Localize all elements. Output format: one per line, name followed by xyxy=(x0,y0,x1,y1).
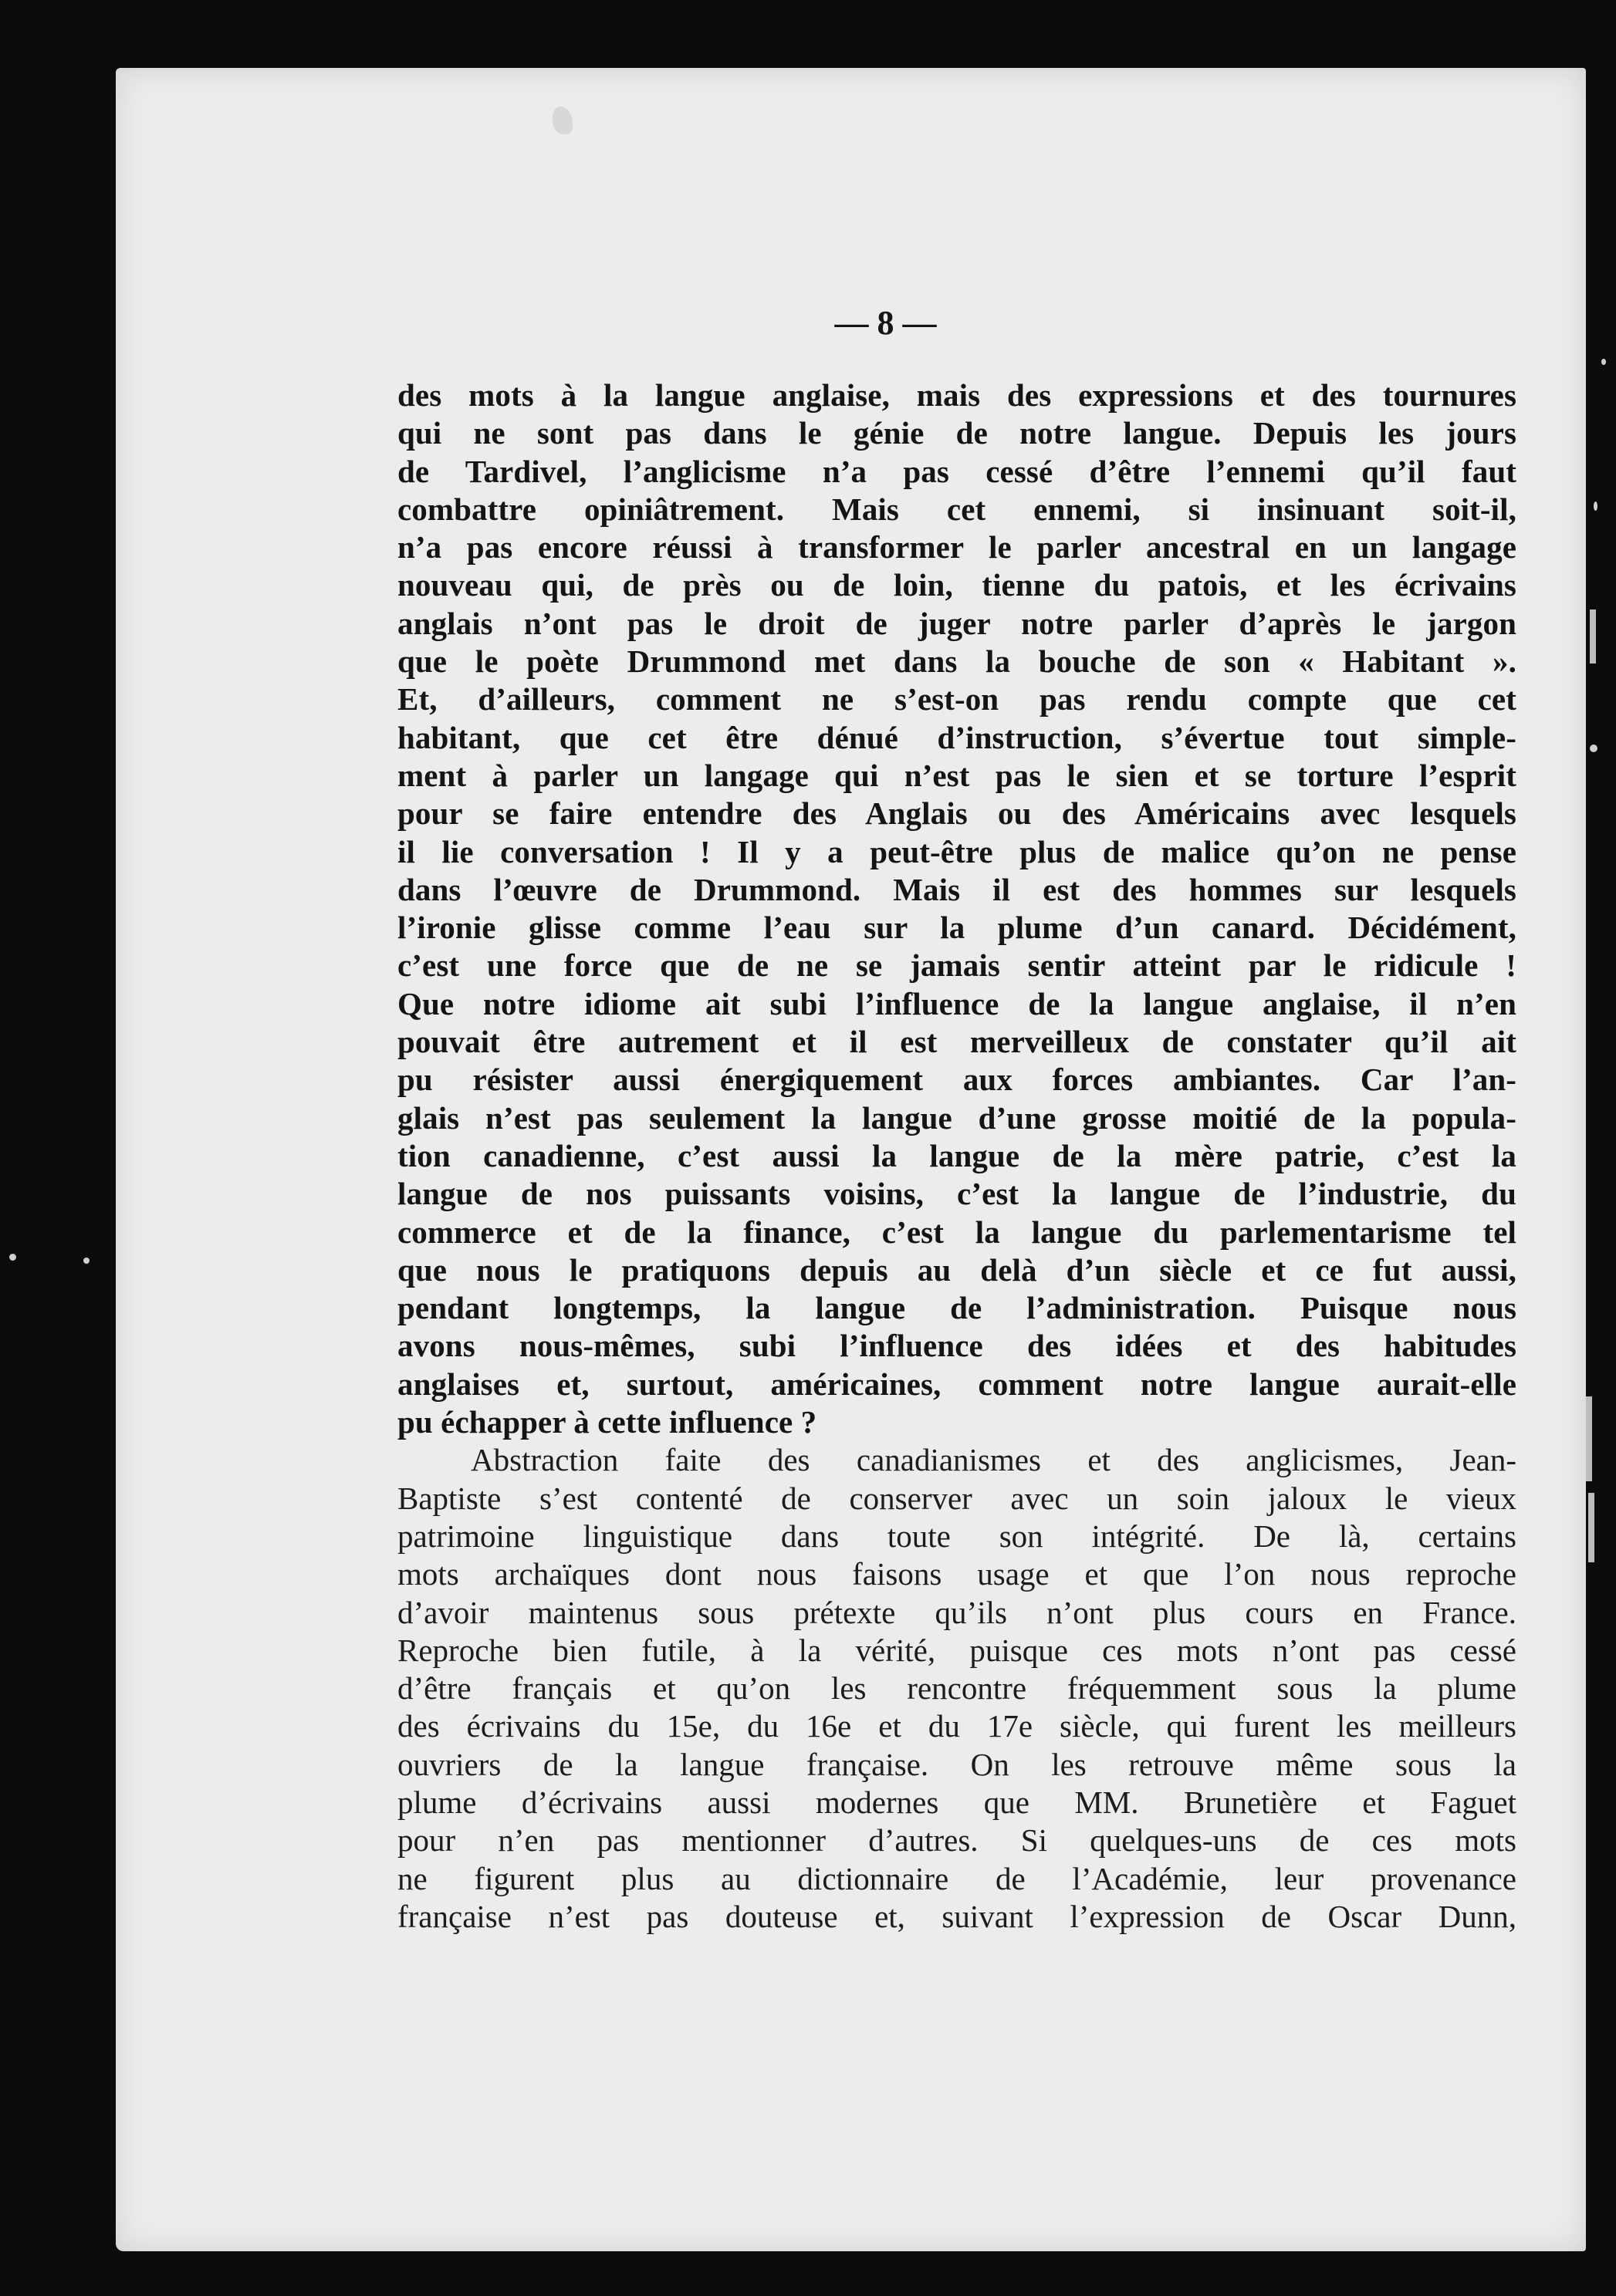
text-line: Abstraction faite des canadianismes et des anglicismes, Jean- xyxy=(471,1442,1516,1478)
text-line: pouvait être autrement et il est merveilleux de constater qu’il ait xyxy=(397,1024,1516,1060)
text-line: l’ironie glisse comme l’eau sur la plume d’un canard. Décidément, xyxy=(397,910,1516,946)
text-line: Que notre idiome ait subi l’influence de la langue anglaise, il n’en xyxy=(397,985,1516,1021)
text-line: que nous le pratiquons depuis au delà d’un siècle et ce fut aussi, xyxy=(397,1251,1516,1288)
text-line: il lie conversation ! Il y a peut-être plus de malice qu’on ne pense xyxy=(397,833,1516,869)
body-text xyxy=(397,376,1516,1936)
text-line: anglaises et, surtout, américaines, comment notre langue aurait-elle xyxy=(397,1366,1516,1402)
text-line: d’être français et qu’on les rencontre fréquemment sous la plume xyxy=(397,1670,1516,1707)
text-line: anglais n’ont pas le droit de juger notre parler d’après le jargon xyxy=(397,605,1516,641)
paper-fleck xyxy=(553,106,573,134)
text-line: avons nous-mêmes, subi l’influence des idées et des habitudes xyxy=(397,1328,1516,1364)
text-line: Reproche bien futile, à la vérité, puisque ces mots n’ont pas cessé xyxy=(397,1632,1516,1668)
text-line: pu échapper à cette influence ? xyxy=(397,1404,817,1440)
text-line: qui ne sont pas dans le génie de notre langue. Depuis les jours xyxy=(397,415,1516,451)
text-line: pendant longtemps, la langue de l’administration. Puisque nous xyxy=(397,1290,1516,1326)
text-line: c’est une force que de ne se jamais sentir atteint par le ridicule ! xyxy=(397,947,1516,984)
text-line: habitant, que cet être dénué d’instruction, s’évertue tout simple- xyxy=(397,719,1516,755)
text-line: des écrivains du 15e, du 16e et du 17e siècle, qui furent les meilleurs xyxy=(397,1708,1516,1744)
text-line: dans l’œuvre de Drummond. Mais il est des hommes sur lesquels xyxy=(397,871,1516,907)
text-line: française n’est pas douteuse et, suivant l’expression de Oscar Dunn, xyxy=(397,1898,1516,1934)
scan-speck xyxy=(1601,359,1606,365)
scan-edge-mark xyxy=(1590,609,1596,663)
scan-edge-mark xyxy=(1586,1396,1592,1481)
page-number: — 8 — xyxy=(834,304,937,342)
text-line: patrimoine linguistique dans toute son intégrité. De là, certains xyxy=(397,1518,1516,1554)
text-line: combattre opiniâtrement. Mais cet ennemi, si insinuant soit-il, xyxy=(397,491,1516,527)
text-line: Et, d’ailleurs, comment ne s’est-on pas rendu compte que cet xyxy=(397,681,1516,718)
text-line: pu résister aussi énergiquement aux forces ambiantes. Car l’an- xyxy=(397,1062,1516,1098)
text-line: ne figurent plus au dictionnaire de l’Académie, leur provenance xyxy=(397,1860,1516,1896)
text-line: mots archaïques dont nous faisons usage et que l’on nous reproche xyxy=(397,1556,1516,1592)
text-line: de Tardivel, l’anglicisme n’a pas cessé d’être l’ennemi qu’il faut xyxy=(397,453,1516,489)
text-line: ment à parler un langage qui n’est pas le sien et se torture l’esprit xyxy=(397,757,1516,793)
text-line: plume d’écrivains aussi modernes que MM. Brunetière et Faguet xyxy=(397,1784,1516,1820)
scan-speck xyxy=(1594,501,1597,511)
text-line: ouvriers de la langue française. On les retrouve même sous la xyxy=(397,1746,1516,1782)
text-line: que le poète Drummond met dans la bouche de son « Habitant ». xyxy=(397,643,1516,680)
text-line: Baptiste s’est contenté de conserver avec un soin jaloux le vieux xyxy=(397,1480,1516,1516)
text-line: nouveau qui, de près ou de loin, tienne du patois, et les écrivains xyxy=(397,567,1516,603)
text-line: glais n’est pas seulement la langue d’une grosse moitié de la popula- xyxy=(397,1099,1516,1136)
text-line: langue de nos puissants voisins, c’est la langue de l’industrie, du xyxy=(397,1176,1516,1212)
text-line: des mots à la langue anglaise, mais des expressions et des tournures xyxy=(397,377,1516,413)
document-page xyxy=(116,68,1586,2251)
text-line: pour se faire entendre des Anglais ou des Américains avec lesquels xyxy=(397,795,1516,832)
text-line: d’avoir maintenus sous prétexte qu’ils n’ont plus cours en France. xyxy=(397,1594,1516,1630)
paragraph-anglicisms xyxy=(397,376,1516,1441)
text-line: pour n’en pas mentionner d’autres. Si quelques-uns de ces mots xyxy=(397,1822,1516,1859)
scan-speck xyxy=(1590,745,1597,752)
scan-speck xyxy=(9,1254,16,1261)
paragraph-archaisms xyxy=(397,1441,1516,1936)
text-line: n’a pas encore réussi à transformer le parler ancestral en un langage xyxy=(397,529,1516,566)
scan-edge-mark xyxy=(1588,1493,1594,1562)
scan-speck xyxy=(83,1258,90,1264)
text-line: tion canadienne, c’est aussi la langue de la mère patrie, c’est la xyxy=(397,1137,1516,1173)
text-line: commerce et de la finance, c’est la langue du parlementarisme tel xyxy=(397,1214,1516,1250)
